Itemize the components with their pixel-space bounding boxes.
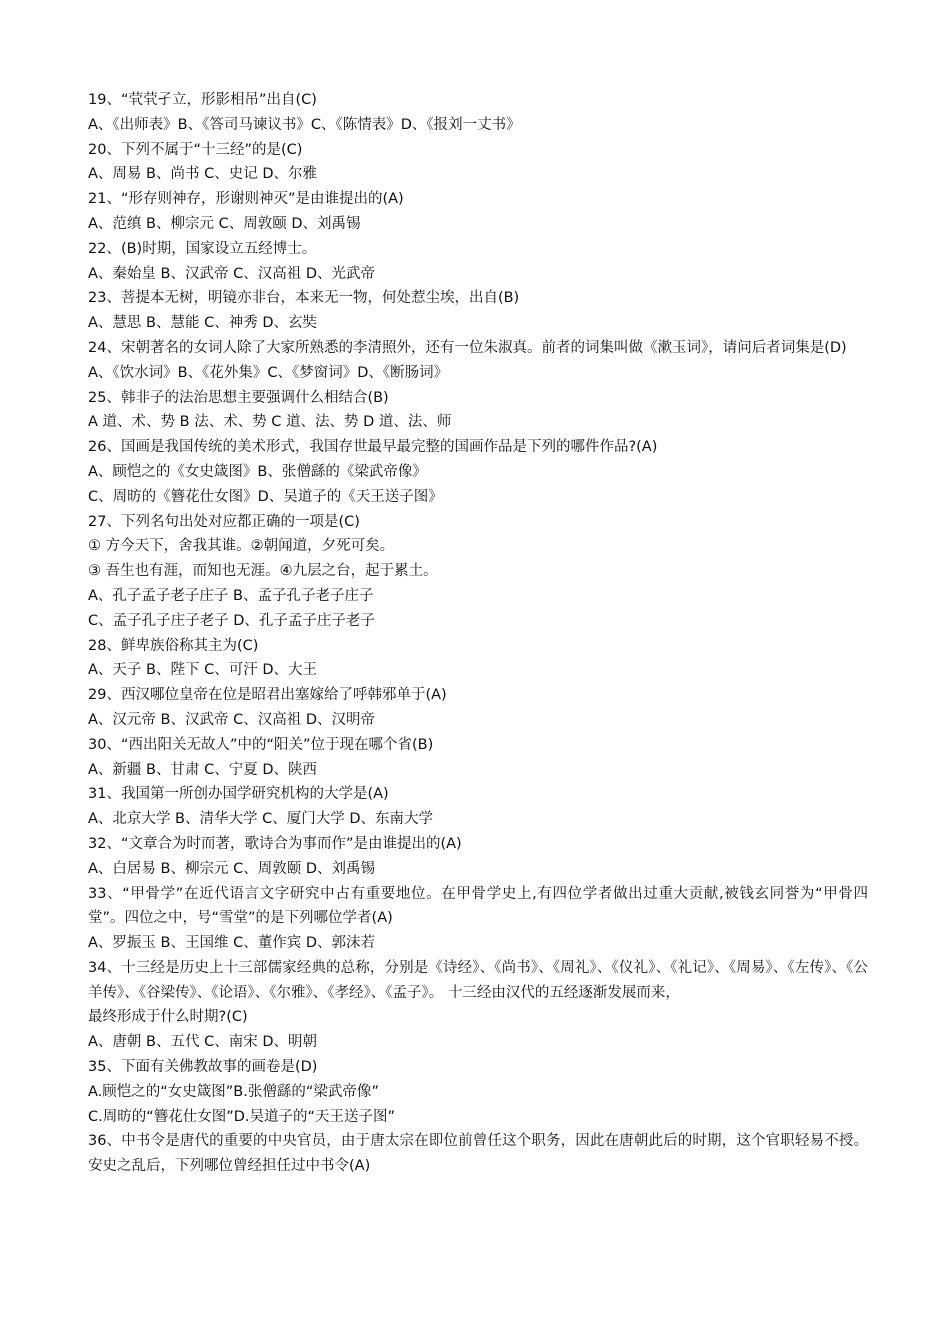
question-20: 20、下列不属于“十三经”的是(C) (88, 141, 303, 158)
options-30: A、新疆 B、甘肃 C、宁夏 D、陕西 (88, 761, 317, 778)
question-19: 19、“茕茕孑立，形影相吊”出自(C) (88, 92, 317, 108)
options-23: A、慧思 B、慧能 C、神秀 D、玄奘 (88, 315, 317, 332)
options-33: A、罗振玉 B、王国维 C、董作宾 D、郭沫若 (88, 935, 375, 952)
options-25: A 道、术、势 B 法、术、势 C 道、法、势 D 道、法、师 (88, 414, 452, 431)
options-22: A、秦始皇 B、汉武帝 C、汉高祖 D、光武帝 (88, 265, 375, 282)
options-24: A、《饮水词》B、《花外集》C、《梦窗词》D、《断肠词》 (88, 364, 449, 381)
options-29: A、汉元帝 B、汉武帝 C、汉高祖 D、汉明帝 (88, 711, 375, 728)
options-34: A、唐朝 B、五代 C、南宋 D、明朝 (88, 1034, 317, 1051)
question-34-end: 最终形成于什么时期?(C) (88, 1009, 248, 1026)
question-29: 29、西汉哪位皇帝在位是昭君出塞嫁给了呼韩邪单于(A) (88, 687, 447, 704)
options-28: A、天子 B、陛下 C、可汗 D、大王 (88, 662, 317, 679)
options-26-ab: A、顾恺之的《女史箴图》B、张僧繇的《梁武帝像》 (88, 463, 427, 480)
question-28: 28、鲜卑族俗称其主为(C) (88, 637, 259, 654)
question-35: 35、下面有关佛教故事的画卷是(D) (88, 1059, 318, 1076)
question-34: 34、十三经是历史上十三部儒家经典的总称，分别是《诗经》、《尚书》、《周礼》、《仪礼》、《礼记》、《周易》、《左传》、《公羊传》、《谷梁传》、《论语》、《尔雅》、《孝经》、《孟子》。 十三经由汉代的五经逐渐发展而来， (88, 959, 868, 1001)
question-24: 24、宋朝著名的女词人除了大家所熟悉的李清照外，还有一位朱淑真。前者的词集叫做《漱玉词》，请问后者词集是(D) (88, 339, 847, 356)
question-25: 25、韩非子的法治思想主要强调什么相结合(B) (88, 389, 389, 406)
quotes-27-a: ① 方今天下，舍我其谁。②朝闻道，夕死可矣。 (88, 538, 395, 555)
options-31: A、北京大学 B、清华大学 C、厦门大学 D、东南大学 (88, 811, 433, 828)
options-32: A、白居易 B、柳宗元 C、周敦颐 D、刘禹锡 (88, 860, 375, 877)
question-32: 32、“文章合为时而著，歌诗合为事而作”是由谁提出的(A) (88, 835, 462, 852)
question-30: 30、“西出阳关无故人”中的“阳关”位于现在哪个省(B) (88, 736, 434, 753)
options-35-ab: A.顾恺之的“女史箴图”B.张僧繇的“梁武帝像” (88, 1083, 379, 1100)
quotes-27-b: ③ 吾生也有涯，而知也无涯。④九层之台，起于累土。 (88, 563, 438, 580)
document-page (88, 88, 868, 1179)
options-27-cd: C、孟子孔子庄子老子 D、孔子孟子庄子老子 (88, 612, 375, 629)
options-35-cd: C.周昉的“簪花仕女图”D.吴道子的“天王送子图” (88, 1108, 396, 1125)
question-26: 26、国画是我国传统的美术形式，我国存世最早最完整的国画作品是下列的哪件作品?(A) (88, 439, 658, 456)
question-22: 22、(B)时期，国家设立五经博士。 (88, 240, 317, 257)
options-20: A、周易 B、尚书 C、史记 D、尔雅 (88, 166, 317, 183)
question-33: 33、“甲骨学”在近代语言文字研究中占有重要地位。在甲骨学史上,有四位学者做出过重大贡献,被钱玄同誉为“甲骨四堂”。四位之中，号“雪堂”的是下列哪位学者(A) (88, 885, 868, 927)
question-21: 21、“形存则神存，形谢则神灭”是由谁提出的(A) (88, 191, 404, 208)
options-27-ab: A、孔子孟子老子庄子 B、孟子孔子老子庄子 (88, 587, 374, 604)
question-27: 27、下列名句出处对应都正确的一项是(C) (88, 513, 360, 530)
options-21: A、范缜 B、柳宗元 C、周敦颐 D、刘禹锡 (88, 215, 361, 232)
question-36: 36、中书令是唐代的重要的中央官员，由于唐太宗在即位前曾任这个职务，因此在唐朝此后的时期，这个官职轻易不授。安史之乱后，下列哪位曾经担任过中书令(A) (88, 1133, 868, 1175)
question-23: 23、菩提本无树，明镜亦非台，本来无一物，何处惹尘埃，出自(B) (88, 290, 520, 307)
question-31: 31、我国第一所创办国学研究机构的大学是(A) (88, 786, 389, 803)
options-19: A、《出师表》B、《答司马谏议书》C、《陈情表》D、《报刘一丈书》 (88, 116, 521, 133)
options-26-cd: C、周昉的《簪花仕女图》D、吴道子的《天王送子图》 (88, 488, 443, 505)
